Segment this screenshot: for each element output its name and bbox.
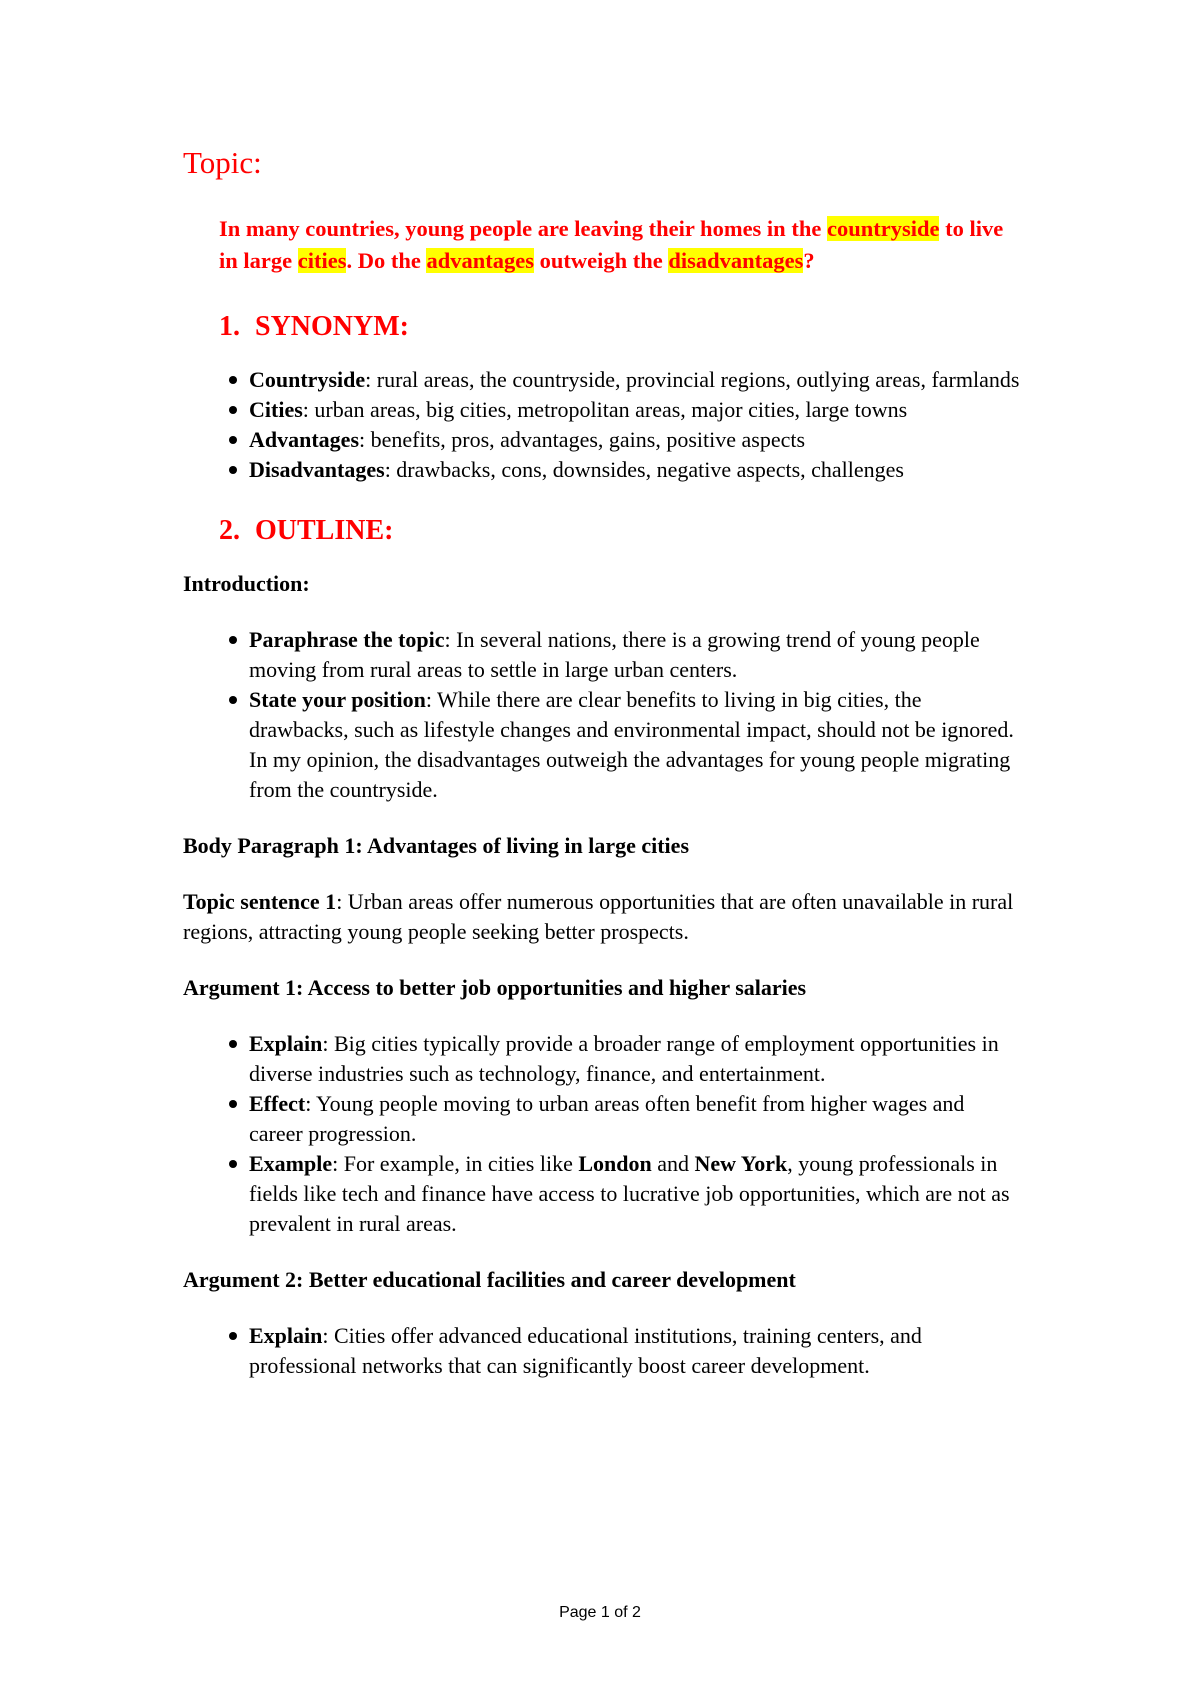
section-number: 2. [219, 515, 240, 546]
list-item-term: Disadvantages [249, 457, 385, 482]
list-item [249, 625, 1020, 685]
list-item [249, 425, 1020, 455]
bullet-icon [229, 1100, 237, 1108]
city-new-york: New York [694, 1151, 788, 1176]
topic-label: Topic: [183, 145, 262, 180]
list-item-text: : In several nations, there is a growing trend of young people moving from rural areas to settle in large urban centers. [249, 627, 980, 682]
list-item-term: Countryside [249, 367, 366, 392]
list-item-text: : Cities offer advanced educational institutions, training centers, and professional networks that can significantly boost career development. [249, 1323, 922, 1378]
topic-sentence-term: Topic sentence 1 [183, 889, 337, 914]
list-item-term: Effect [249, 1091, 306, 1116]
bullet-icon [229, 1332, 237, 1340]
synonym-list [183, 365, 1020, 485]
list-item-text: : urban areas, big cities, metropolitan areas, major cities, large towns [302, 397, 908, 422]
section-number: 1. [219, 311, 240, 342]
list-item-text: : Big cities typically provide a broader range of employment opportunities in diverse industries such as technology, finance, and entertainment. [249, 1031, 999, 1086]
list-item-text: : Young people moving to urban areas often benefit from higher wages and career progression. [249, 1091, 965, 1146]
topic-sentence-text: : Urban areas offer numerous opportunities that are often unavailable in rural regions, attracting young people seeking better prospects. [183, 889, 1014, 944]
bullet-icon [229, 406, 237, 414]
bullet-icon [229, 376, 237, 384]
arg2-heading: Argument 2: Better educational facilities and career development [183, 1267, 796, 1292]
list-item-term: Example [249, 1151, 333, 1176]
list-item-text: : rural areas, the countryside, provincial regions, outlying areas, farmlands [365, 367, 1020, 392]
bullet-icon [229, 466, 237, 474]
highlight-disadvantages: disadvantages [668, 248, 804, 273]
arg1-list [183, 1029, 1020, 1239]
highlight-advantages: advantages [426, 248, 534, 273]
body1-heading: Body Paragraph 1: Advantages of living in large cities [183, 833, 689, 858]
list-item [249, 365, 1020, 395]
list-item-term: Advantages [249, 427, 360, 452]
arg1-heading: Argument 1: Access to better job opportunities and higher salaries [183, 975, 807, 1000]
list-item-text: : drawbacks, cons, downsides, negative aspects, challenges [384, 457, 904, 482]
city-london: London [578, 1151, 652, 1176]
bullet-icon [229, 1160, 237, 1168]
bullet-icon [229, 436, 237, 444]
question-text: outweigh the [534, 248, 669, 273]
list-item [249, 455, 1020, 485]
section-heading-outline [219, 511, 1020, 551]
list-item-text: : While there are clear benefits to living in big cities, the drawbacks, such as lifestyle changes and environmental impact, should not be ignored. In my opinion, the disadvantages outweigh the advantages for young people migrating from the countryside. [249, 687, 1014, 802]
list-item-term: Paraphrase the topic [249, 627, 445, 652]
list-item-term: Cities [249, 397, 303, 422]
arg2-list [183, 1321, 1020, 1381]
bullet-icon [229, 696, 237, 704]
list-item-term: Explain [249, 1031, 323, 1056]
topic-question [219, 213, 1020, 277]
list-item [249, 1321, 1020, 1381]
intro-heading: Introduction: [183, 571, 310, 596]
bullet-icon [229, 1040, 237, 1048]
page-footer: Page 1 of 2 [559, 1604, 641, 1621]
question-text: . Do the [346, 248, 427, 273]
list-item [249, 1029, 1020, 1089]
topic-sentence [183, 887, 1020, 947]
list-item-text: and [651, 1151, 695, 1176]
intro-list [183, 625, 1020, 805]
bullet-icon [229, 636, 237, 644]
section-heading-synonym [219, 307, 1020, 347]
list-item-text: : benefits, pros, advantages, gains, positive aspects [359, 427, 806, 452]
highlight-cities: cities [297, 248, 347, 273]
list-item [249, 1149, 1020, 1239]
highlight-countryside: countryside [826, 216, 940, 241]
list-item [249, 395, 1020, 425]
list-item-term: Explain [249, 1323, 323, 1348]
question-text: to live in large [219, 216, 1004, 273]
list-item-text: , young professionals in fields like tech and finance have access to lucrative job opportunities, which are not as prevalent in rural areas. [249, 1151, 1010, 1236]
list-item [249, 685, 1020, 805]
section-title: OUTLINE: [255, 515, 394, 546]
list-item-text: : For example, in cities like [332, 1151, 579, 1176]
section-title: SYNONYM: [255, 311, 409, 342]
list-item-term: State your position [249, 687, 426, 712]
question-text: In many countries, young people are leaving their homes in the [219, 216, 827, 241]
question-text: ? [803, 248, 815, 273]
list-item [249, 1089, 1020, 1149]
